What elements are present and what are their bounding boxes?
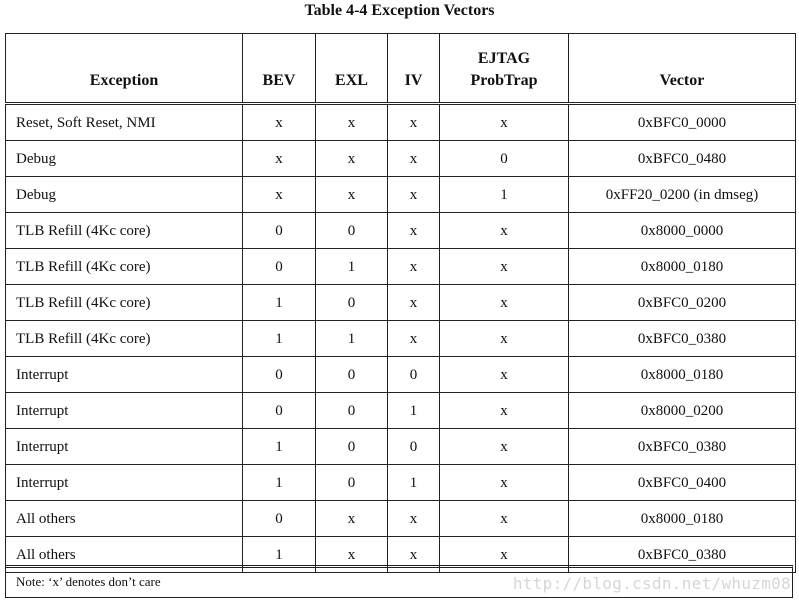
cell-exception: TLB Refill (4Kc core) — [6, 249, 243, 285]
cell-vector: 0xBFC0_0380 — [569, 537, 796, 573]
cell-exception: All others — [6, 537, 243, 573]
cell-iv: x — [388, 285, 440, 321]
cell-iv: 0 — [388, 357, 440, 393]
header-ejtag-probtrap — [440, 34, 569, 104]
cell-ejtag-probtrap: x — [440, 537, 569, 573]
cell-vector: 0xBFC0_0200 — [569, 285, 796, 321]
cell-bev: 0 — [243, 357, 316, 393]
cell-exl: 0 — [316, 213, 388, 249]
table-note: Note: ‘x’ denotes don’t care — [5, 565, 793, 598]
table-caption: Table 4-4 Exception Vectors — [304, 2, 495, 19]
cell-exception: Interrupt — [6, 465, 243, 501]
cell-ejtag-probtrap: x — [440, 321, 569, 357]
cell-exception: Interrupt — [6, 393, 243, 429]
cell-vector: 0x8000_0200 — [569, 393, 796, 429]
cell-vector: 0x8000_0180 — [569, 249, 796, 285]
cell-exception: All others — [6, 501, 243, 537]
cell-iv: x — [388, 249, 440, 285]
table-row — [6, 213, 796, 249]
cell-bev: 0 — [243, 501, 316, 537]
cell-exl: x — [316, 141, 388, 177]
cell-exl: 1 — [316, 321, 388, 357]
cell-exl: x — [316, 177, 388, 213]
cell-ejtag-probtrap: x — [440, 285, 569, 321]
cell-ejtag-probtrap: x — [440, 249, 569, 285]
cell-exl: x — [316, 501, 388, 537]
cell-exception: Interrupt — [6, 357, 243, 393]
cell-ejtag-probtrap: x — [440, 501, 569, 537]
cell-exl: 0 — [316, 393, 388, 429]
table-header-row — [6, 34, 796, 104]
cell-ejtag-probtrap: x — [440, 357, 569, 393]
cell-vector: 0x8000_0000 — [569, 213, 796, 249]
cell-vector: 0xBFC0_0000 — [569, 104, 796, 141]
table-row — [6, 141, 796, 177]
cell-exception: Interrupt — [6, 429, 243, 465]
cell-exl: x — [316, 537, 388, 573]
cell-exl: 0 — [316, 357, 388, 393]
cell-iv: 1 — [388, 393, 440, 429]
header-vector: Vector — [569, 34, 796, 104]
table-row — [6, 321, 796, 357]
table-row — [6, 285, 796, 321]
header-ejtag-line2: ProbTrap — [470, 72, 538, 89]
cell-exception: TLB Refill (4Kc core) — [6, 213, 243, 249]
cell-bev: x — [243, 141, 316, 177]
cell-iv: x — [388, 104, 440, 141]
table-row — [6, 177, 796, 213]
exception-vectors-table — [5, 33, 796, 573]
table-row — [6, 429, 796, 465]
cell-bev: 1 — [243, 285, 316, 321]
table-row — [6, 501, 796, 537]
cell-ejtag-probtrap: x — [440, 393, 569, 429]
cell-exl: 0 — [316, 429, 388, 465]
header-iv: IV — [388, 34, 440, 104]
cell-vector: 0xBFC0_0380 — [569, 321, 796, 357]
cell-exception: TLB Refill (4Kc core) — [6, 285, 243, 321]
watermark: http://blog.csdn.net/whuzm08 — [512, 574, 791, 593]
cell-bev: x — [243, 104, 316, 141]
cell-iv: x — [388, 177, 440, 213]
header-ejtag-line1: EJTAG — [477, 50, 531, 67]
header-bev: BEV — [243, 34, 316, 104]
cell-bev: 0 — [243, 249, 316, 285]
cell-vector: 0xBFC0_0400 — [569, 465, 796, 501]
cell-bev: 0 — [243, 213, 316, 249]
cell-bev: 1 — [243, 537, 316, 573]
cell-ejtag-probtrap: x — [440, 429, 569, 465]
table-row — [6, 465, 796, 501]
cell-ejtag-probtrap: 1 — [440, 177, 569, 213]
cell-iv: x — [388, 537, 440, 573]
cell-iv: x — [388, 213, 440, 249]
cell-exl: x — [316, 104, 388, 141]
cell-iv: 0 — [388, 429, 440, 465]
table-row — [6, 357, 796, 393]
cell-iv: x — [388, 321, 440, 357]
cell-exception: Debug — [6, 177, 243, 213]
cell-bev: x — [243, 177, 316, 213]
cell-vector: 0xBFC0_0480 — [569, 141, 796, 177]
cell-vector: 0xBFC0_0380 — [569, 429, 796, 465]
cell-exception: Debug — [6, 141, 243, 177]
cell-iv: x — [388, 141, 440, 177]
cell-vector: 0x8000_0180 — [569, 357, 796, 393]
table-row — [6, 249, 796, 285]
cell-exl: 0 — [316, 285, 388, 321]
table-body — [6, 104, 796, 573]
table-row — [6, 393, 796, 429]
cell-exl: 0 — [316, 465, 388, 501]
cell-iv: x — [388, 501, 440, 537]
cell-exception: Reset, Soft Reset, NMI — [6, 104, 243, 141]
cell-vector: 0xFF20_0200 (in dmseg) — [569, 177, 796, 213]
cell-iv: 1 — [388, 465, 440, 501]
cell-vector: 0x8000_0180 — [569, 501, 796, 537]
cell-bev: 0 — [243, 393, 316, 429]
table-row — [6, 104, 796, 141]
cell-ejtag-probtrap: x — [440, 465, 569, 501]
cell-bev: 1 — [243, 465, 316, 501]
cell-ejtag-probtrap: 0 — [440, 141, 569, 177]
header-exception: Exception — [6, 34, 243, 104]
cell-exl: 1 — [316, 249, 388, 285]
cell-bev: 1 — [243, 321, 316, 357]
cell-ejtag-probtrap: x — [440, 213, 569, 249]
cell-exception: TLB Refill (4Kc core) — [6, 321, 243, 357]
cell-ejtag-probtrap: x — [440, 104, 569, 141]
header-exl: EXL — [316, 34, 388, 104]
cell-bev: 1 — [243, 429, 316, 465]
